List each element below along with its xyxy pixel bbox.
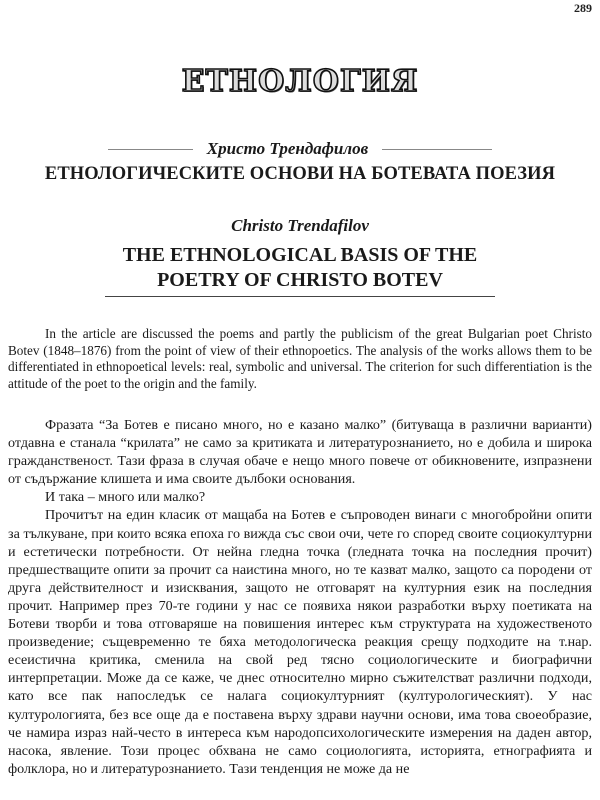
paragraph: Прочитът на един класик от мащаба на Ботев е съпроводен винаги с многобройни опити за тълкуване, при които всяка епоха го вижда със свои очи, чете го според своите социокултурни и естетически потребности. От нейна гледна точка (гледната точка на последния прочит) предшестващите опити за прочит са наистина много, но те казват малко, защото са породени от друга действителност и изисквания, защото не отговарят на културния език на последния прочит. Например през 70-те години у нас се появиха някои разработки върху поетиката на Ботеви творби и това отговаряше на повишения интерес към структурата на художественото произведение; същевременно те бяха методологическа реакция срещу подходите на т.нар. есеистична критика, сменила на свой ред тясно социологическите и биографични интерпретации. Може да се каже, че днес относително мирно съжителстват различни подходи, като все пак напоследък се налага социокултурният (културологическият). У нас културологията, без все още да е поставена върху здрави научни основи, има това своеобразие, че намира израз най-често в интереса към народопсихологическите измерения на даден автор, насока, явление. Този процес обхвана не само социологията, историята, етнографията и фолклора, но и литературознанието. Тази тенденция не може да не (8, 507, 592, 777)
section-title: ЕТНОЛОГИЯ (181, 64, 419, 99)
page-number: 289 (574, 1, 592, 15)
article-title-bg: ЕТНОЛОГИЧЕСКИТЕ ОСНОВИ НА БОТЕВАТА ПОЕЗИЯ (44, 164, 556, 184)
author-row-bg (0, 139, 600, 159)
author-name-en: Christo Trendafilov (231, 216, 369, 235)
author-name-bg: Христо Трендафилов (206, 139, 369, 158)
title-en-line-2: POETRY OF CHRISTO BOTEV (157, 269, 443, 291)
title-divider (105, 296, 495, 297)
body-text (8, 416, 592, 778)
abstract: In the article are discussed the poems and partly the publicism of the great Bulgarian poet Christo Botev (1848–1876) from the point of view of their ethnopoetics. The analysis of the works allows them to be differentiated in ethnopoetical levels: real, symbolic and universal. The criterion for such differentiation is the attitude of the poet to the origin and the family. (8, 326, 592, 391)
decorative-rule-left (108, 149, 193, 150)
title-en-line-1: THE ETHNOLOGICAL BASIS OF THE (122, 244, 478, 266)
decorative-rule-right (382, 149, 492, 150)
paragraph: И така – много или малко? (45, 489, 206, 506)
paragraph: Фразата “За Ботев е писано много, но е казано малко” (битуваща в различни варианти) отдавна е станала “крилата” не само за критиката и литературознанието, но е добила и широка гражданственост. Тази фраза в случая обаче е нещо много повече от обикновените, изпразнени от съдържание клишета и има своите дълбоки основания. (8, 417, 592, 488)
article-title-en (0, 243, 600, 293)
